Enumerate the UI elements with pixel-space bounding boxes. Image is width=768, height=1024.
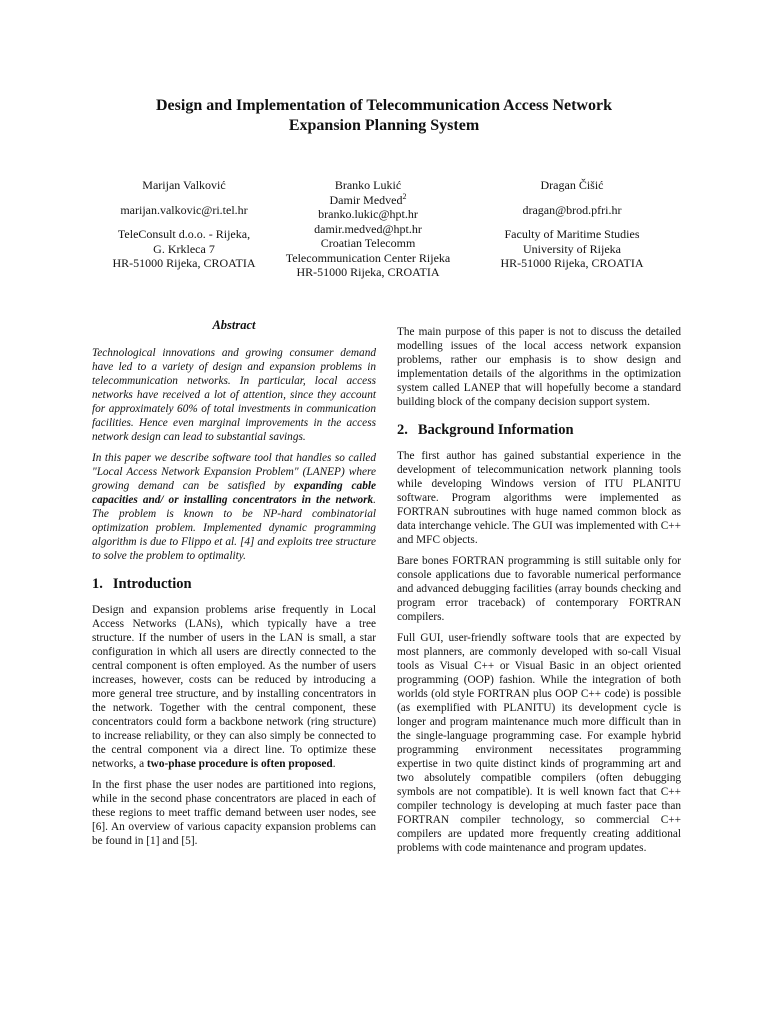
intro-paragraph-2: In the first phase the user nodes are partitioned into regions, while in the second phase concentrators are placed in each of these regions to meet traffic demand between user nodes, see [6]. An overview of various capacity expansion problems can be found in [1] and [5]. bbox=[92, 779, 376, 847]
author-affiliation: Croatian Telecomm bbox=[320, 236, 416, 250]
section-heading-introduction: 1. Introduction bbox=[92, 576, 192, 592]
footnote-mark: 2 bbox=[402, 191, 407, 201]
author-block-2 bbox=[268, 178, 468, 280]
title-line-2: Expansion Planning System bbox=[288, 117, 480, 134]
author-email: marijan.valkovic@ri.tel.hr bbox=[120, 202, 248, 217]
abstract-emphasis: expanding cable capacities and/ or installing concentrators in the network bbox=[92, 480, 377, 506]
author-block-1 bbox=[84, 178, 284, 271]
intro-emphasis: two-phase procedure is often proposed bbox=[146, 758, 333, 770]
author-affiliation: TeleConsult d.o.o. - Rijeka, bbox=[117, 227, 251, 241]
background-paragraph-1: The first author has gained substantial experience in the development of telecommunication network planning tools while developing Windows version of ITU PLANITU software. Program algorithms were implemented as FORTRAN subroutines with huge named common block as data interchange vehicle. The GUI was implemented with C++ and MFC objects. bbox=[397, 450, 681, 546]
title-line-1: Design and Implementation of Telecommunication Access Network bbox=[156, 97, 612, 114]
author-affiliation: HR-51000 Rijeka, CROATIA bbox=[500, 256, 644, 270]
author-affiliation: Telecommunication Center Rijeka bbox=[285, 250, 451, 265]
left-column bbox=[92, 318, 376, 855]
author-name: Branko Lukić bbox=[334, 178, 402, 192]
author-affiliation: HR-51000 Rijeka, CROATIA bbox=[296, 265, 440, 279]
abstract-paragraph-1: Technological innovations and growing consumer demand have led to a variety of design and expansion problems in telecommunication networks. In particular, local access networks have received a lot of attention, since they account for approximately 60% of total investments in communication facilities. Hence even marginal improvements in the access network design can lead to substantial savings. bbox=[92, 347, 376, 443]
background-paragraph-3: Full GUI, user-friendly software tools that are expected by most planners, are commonly developed with so-call Visual tools as Visual C++ or Visual Basic in an object oriented programming (OOP) fashion. While the integration of both worlds (old style FORTRAN plus OOP C++ code) is possible (as exemplified with PLANITU) its development cycle is longer and program maintenance much more difficult than in the single-language programming case. For example hybrid programming environment necessitates programming expertise in two quite distinct kinds of programming art and two absolutely compatible compilers (often debugging symbols are not compatible). It is well known fact that C++ compiler technology is developing at much faster pace than FORTRAN compiler technology, so commercial C++ compilers are updated more frequently creating additional problems with code maintenance and program updates. bbox=[397, 632, 681, 854]
author-email-2: damir.medved@hpt.hr bbox=[314, 221, 422, 236]
abstract-paragraph-2: In this paper we describe software tool that handles so called "Local Access Network Expansion Problem" (LANEP) where growing demand can be satisfied by expanding cable capacities and/ or installing concentrators in the network. The problem is known to be NP-hard combinatorial optimization problem. Implemented dynamic programming algorithm is due to Flippo et al. [4] and exploits tree structure to solve the problem to optimality. bbox=[92, 452, 377, 562]
author-name-2: Damir Medved$^2$ bbox=[329, 191, 407, 207]
author-email: dragan@brod.pfri.hr bbox=[522, 202, 622, 217]
section-heading-background: 2. Background Information bbox=[397, 422, 574, 438]
background-paragraph-2: Bare bones FORTRAN programming is still suitable only for console applications due to favorable numerical performance and advanced debugging facilities (array bounds checking and program error traceback) of contemporary FORTRAN compilers. bbox=[397, 555, 681, 623]
author-name: Dragan Čišić bbox=[540, 178, 604, 192]
abstract-heading: Abstract bbox=[212, 318, 256, 332]
author-affiliation: HR-51000 Rijeka, CROATIA bbox=[112, 256, 256, 270]
author-email: branko.lukic@hpt.hr bbox=[318, 207, 418, 221]
right-column bbox=[397, 325, 681, 862]
right-paragraph-1: The main purpose of this paper is not to discuss the detailed modelling issues of the local access network expansion problems, rather our emphasis is to show design and implementation details of the algorithms in the optimization system called LANEP that will hopefully become a standard building block of the company decision support system. bbox=[397, 326, 681, 408]
author-affiliation: Faculty of Maritime Studies bbox=[504, 227, 640, 241]
author-affiliation: University of Rijeka bbox=[523, 241, 621, 256]
paper-title bbox=[60, 96, 708, 136]
author-name: Marijan Valković bbox=[142, 178, 226, 192]
author-block-3 bbox=[472, 178, 672, 271]
author-affiliation: G. Krkleca 7 bbox=[153, 241, 215, 256]
intro-paragraph-1: Design and expansion problems arise frequently in Local Access Networks (LANs), which typically have a tree structure. If the number of users in the LAN is small, a star configuration in which all users are directly connected to the central component is often employed. As the number of users increases, however, costs can be reduced by introducing a more general tree structure, and by installing concentrators in the network. Together with the central component, these concentrators could form a backbone network (ring structure) to increase reliability, or they can also simply be connected to the central component via a direct line. To optimize these networks, a two-phase procedure is often proposed. bbox=[92, 604, 376, 770]
